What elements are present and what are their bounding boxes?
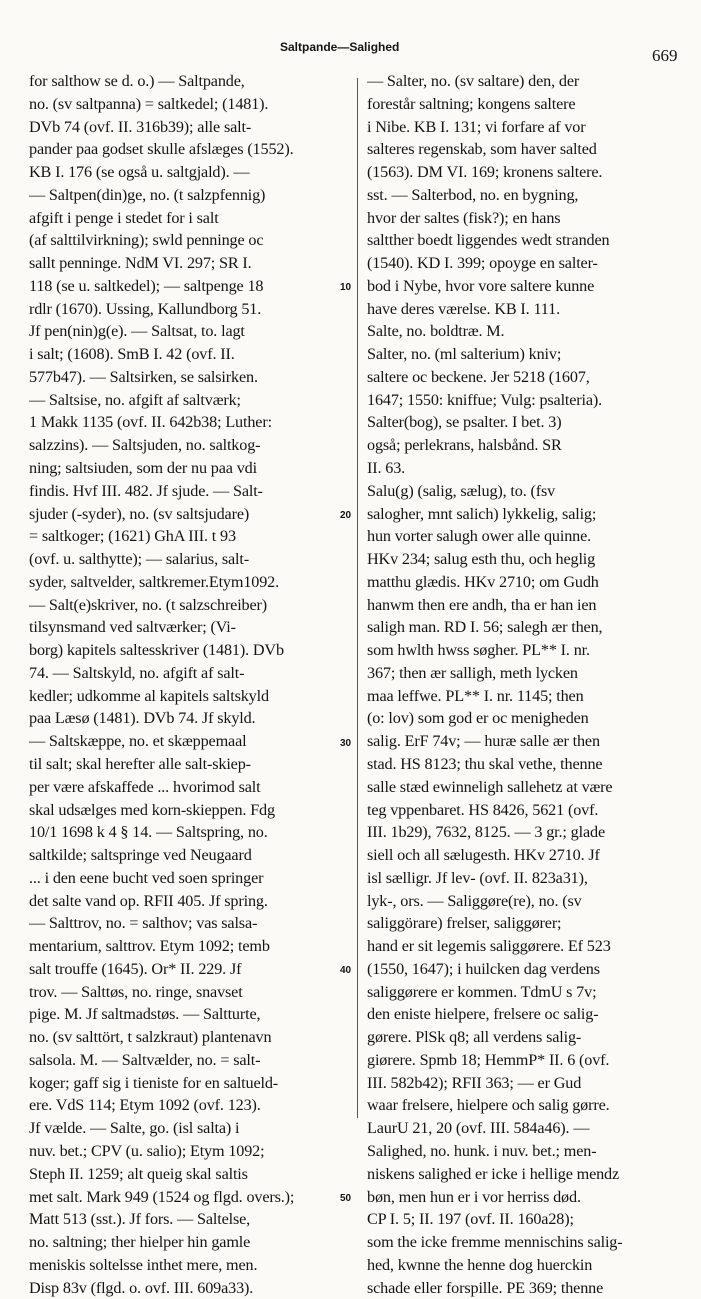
left-column-line: paa Læsø (1481). DVb 74. Jf skyld.	[29, 709, 256, 728]
right-column-line: stad. HS 8123; thu skal vethe, thenne	[367, 754, 603, 773]
left-column-line: — Salttrov, no. = salthov; vas salsa-	[29, 914, 258, 933]
right-column-line: som the icke fremme mennischins salig-	[367, 1233, 623, 1252]
right-column-line: som hwlth hwss søgher. PL** I. nr.	[367, 641, 590, 660]
right-column-line: III. 1b29), 7632, 8125. — 3 gr.; glade	[367, 823, 605, 842]
left-column-line: 577b47). — Saltsirken, se salsirken.	[29, 367, 258, 386]
left-column-line: (af salttilvirkning); swld penninge oc	[29, 231, 264, 250]
left-column-line: KB I. 176 (se også u. saltgjald). —	[29, 163, 250, 182]
margin-line-number: 40	[340, 965, 352, 977]
right-column-line: hanwm then ere andh, tha er han ien	[367, 595, 597, 614]
right-column-line: waar frelsere, hielpere och salig gørre.	[367, 1096, 610, 1115]
left-column-line: Disp 83v (flgd. o. ovf. III. 609a33).	[29, 1278, 254, 1297]
left-column-line: Matt 513 (sst.). Jf fors. — Saltelse,	[29, 1210, 251, 1229]
page-header	[0, 38, 701, 68]
right-column-line: saliggörare) frelser, saliggører;	[367, 914, 562, 933]
right-column-line: salteres regenskab, som haver salted	[367, 140, 597, 159]
left-column-line: ning; saltsiuden, som der nu paa vdi	[29, 459, 257, 478]
right-column-line: — Salter, no. (sv saltare) den, der	[367, 72, 580, 90]
left-column-line: tilsynsmand ved saltværker; (Vi-	[29, 618, 236, 637]
left-column-line: i salt; (1608). SmB I. 42 (ovf. II.	[29, 345, 235, 364]
left-column-line: Jf pen(nin)g(e). — Saltsat, to. lagt	[29, 322, 245, 341]
right-column-line: (o: lov) som god er oc menigheden	[367, 709, 589, 728]
left-column-line: det salte vand op. RFII 405. Jf spring.	[29, 891, 268, 910]
right-column-line: Salte, no. boldtræ. M.	[367, 322, 505, 341]
right-column-line: saliggørere er kommen. TdmU s 7v;	[367, 982, 597, 1001]
left-column-line: met salt. Mark 949 (1524 og flgd. overs.);	[29, 1187, 295, 1206]
left-column-line: borg) kapitels saltesskriver (1481). DVb	[29, 641, 284, 660]
left-column-line: nuv. bet.; CPV (u. salio); Etym 1092;	[29, 1141, 265, 1160]
page-number: 669	[652, 46, 678, 65]
right-column-line: Salu(g) (salig, sælug), to. (fsv	[367, 481, 556, 500]
left-column-line: salt trouffe (1645). Or* II. 229. Jf	[29, 959, 242, 978]
left-column-line: til salt; skal herefter alle salt-skiep-	[29, 754, 251, 773]
right-column-line: schade eller forspille. PE 369; thenne	[367, 1278, 604, 1297]
right-column-line: matthu glædis. HKv 2710; om Gudh	[367, 572, 599, 591]
right-column-line: (1540). KD I. 399; opoyge en salter-	[367, 254, 598, 273]
right-column-line: salig. ErF 74v; — huræ salle ær then	[367, 732, 600, 751]
left-column-line: 10/1 1698 k 4 § 14. — Saltspring, no.	[29, 823, 268, 842]
right-column-line: II. 63.	[367, 459, 406, 478]
left-column-line: — Salt(e)skriver, no. (t salzschreiber)	[29, 595, 268, 614]
right-column-line: også; perlekrans, halsbånd. SR	[367, 436, 562, 455]
left-column-line: kedler; udkomme al kapitels saltskyld	[29, 686, 269, 705]
right-column	[367, 70, 685, 1299]
right-column-line: niskens salighed er icke i hellige mendz	[367, 1164, 620, 1183]
running-head: Saltpande—Salighed	[280, 40, 400, 54]
right-column-line: gørere. PlSk q8; all verdens salig-	[367, 1028, 582, 1047]
right-column-line: HKv 234; salug esth thu, och heglig	[367, 550, 596, 569]
right-column-line: den eniste hielpere, frelsere oc salig-	[367, 1005, 599, 1024]
right-column-line: bøn, men hun er i vor herriss død.	[367, 1187, 581, 1206]
right-column-line: saligh man. RD I. 56; salegh ær then,	[367, 618, 603, 637]
left-column-line: no. saltning; ther hielper hin gamle	[29, 1233, 251, 1252]
right-column-line: saltere oc beckene. Jer 5218 (1607,	[367, 367, 590, 386]
left-column-line: pander paa godset skulle afslæges (1552).	[29, 140, 294, 159]
left-column-line: sallt penninge. NdM VI. 297; SR I.	[29, 254, 252, 273]
left-column-line: DVb 74 (ovf. II. 316b39); alle salt-	[29, 117, 252, 136]
left-column-line: — Saltpen(din)ge, no. (t salzpfennig)	[29, 185, 266, 204]
right-column-line: siell och all sælugesth. HKv 2710. Jf	[367, 846, 600, 865]
right-column-line: maa leffwe. PL** I. nr. 1145; then	[367, 686, 584, 705]
left-column-line: per være afskaffede ... hvorimod salt	[29, 777, 261, 796]
left-column-line: ere. VdS 114; Etym 1092 (ovf. 123).	[29, 1096, 261, 1115]
left-column-line: for salthow se d. o.) — Saltpande,	[29, 72, 245, 90]
left-column-line: no. (sv saltpanna) = saltkedel; (1481).	[29, 94, 269, 113]
left-column-line: syder, saltvelder, saltkremer.Etym1092.	[29, 572, 279, 591]
right-column-line: teg vppenbaret. HS 8426, 5621 (ovf.	[367, 800, 599, 819]
left-column-line: findis. Hvf III. 482. Jf sjude. — Salt-	[29, 481, 263, 500]
margin-line-number: 20	[340, 509, 352, 521]
right-column-line: CP I. 5; II. 197 (ovf. II. 160a28);	[367, 1210, 574, 1229]
right-column-line: giørere. Spmb 18; HemmP* II. 6 (ovf.	[367, 1050, 610, 1069]
right-column-line: Salter(bog), se psalter. I bet. 3)	[367, 413, 562, 432]
right-column-line: LaurU 21, 20 (ovf. III. 584a46). —	[367, 1119, 590, 1138]
right-column-line: hun vorter salugh ower alle quinne.	[367, 527, 592, 546]
left-column-line: mentarium, salttrov. Etym 1092; temb	[29, 937, 270, 956]
left-column-line: saltkilde; saltspringe ved Neugaard	[29, 846, 252, 865]
left-column-line: = saltkoger; (1621) GhA III. t 93	[29, 527, 236, 546]
right-column-line: (1550, 1647); i huilcken dag verdens	[367, 959, 600, 978]
left-column-line: Steph II. 1259; alt queig skal saltis	[29, 1164, 248, 1183]
left-column-line: salsola. M. — Saltvælder, no. = salt-	[29, 1050, 261, 1069]
right-column-line: isl sælligr. Jf lev- (ovf. II. 823a31),	[367, 868, 588, 887]
right-column-line: forestår saltning; kongens saltere	[367, 94, 576, 113]
column-divider	[357, 78, 358, 1118]
right-column-line: bod i Nybe, hvor vore saltere kunne	[367, 276, 595, 295]
left-column-line: Jf vælde. — Salte, go. (isl salta) i	[29, 1119, 240, 1138]
left-column-line: 74. — Saltskyld, no. afgift af salt-	[29, 663, 245, 682]
left-column	[29, 70, 329, 1299]
left-column-line: salzzins). — Saltsjuden, no. saltkog-	[29, 436, 261, 455]
left-column-line: ... i den eene bucht ved soen springer	[29, 868, 264, 887]
margin-line-number: 10	[340, 282, 352, 294]
left-column-line: (ovf. u. salthytte); — salarius, salt-	[29, 550, 249, 569]
right-column-line: salogher, mnt salich) lykkelig, salig;	[367, 504, 597, 523]
left-column-line: no. (sv salttört, t salzkraut) plantenavn	[29, 1028, 272, 1047]
right-column-line: 1647; 1550: kniffue; Vulg: psalteria).	[367, 390, 603, 409]
left-column-line: meniskis soltelsse inthet mere, men.	[29, 1255, 258, 1274]
left-column-line: — Saltskæppe, no. et skæppemaal	[29, 732, 247, 751]
left-column-line: afgift i penge i stedet for i salt	[29, 208, 219, 227]
left-column-line: koger; gaff sig i tieniste for en saltueld-	[29, 1073, 279, 1092]
right-column-line: have deres værelse. KB I. 111.	[367, 299, 560, 318]
left-column-line: sjuder (-syder), no. (sv saltsjudare)	[29, 504, 250, 523]
left-column-line: pige. M. Jf saltmadstøs. — Saltturte,	[29, 1005, 261, 1024]
left-column-line: 1 Makk 1135 (ovf. II. 642b38; Luther:	[29, 413, 272, 432]
right-column-line: i Nibe. KB I. 131; vi forfare af vor	[367, 117, 586, 136]
margin-line-number: 30	[340, 737, 352, 749]
right-column-line: hand er sit legemis saliggørere. Ef 523	[367, 937, 611, 956]
right-column-line: (1563). DM VI. 169; kronens saltere.	[367, 163, 603, 182]
right-column-line: 367; then ær salligh, meth lycken	[367, 663, 578, 682]
right-column-line: lyk-, ors. — Saliggøre(re), no. (sv	[367, 891, 582, 910]
left-column-line: — Saltsise, no. afgift af saltværk;	[29, 390, 241, 409]
right-column-line: Salter, no. (ml salterium) kniv;	[367, 345, 562, 364]
right-column-line: III. 582b42); RFII 363; — er Gud	[367, 1073, 582, 1092]
left-column-line: skal udsælges med korn-skieppen. Fdg	[29, 800, 275, 819]
left-column-line: trov. — Salttøs, no. ringe, snavset	[29, 982, 243, 1001]
right-column-line: salle stæd ewinneligh sallehetz at være	[367, 777, 613, 796]
left-column-line: 118 (se u. saltkedel); — saltpenge 18	[29, 276, 264, 295]
margin-line-number: 50	[340, 1193, 352, 1205]
right-column-line: hvor der saltes (fisk?); en hans	[367, 208, 561, 227]
right-column-line: Salighed, no. hunk. i nuv. bet.; men-	[367, 1141, 597, 1160]
right-column-line: saltther boedt liggendes wedt stranden	[367, 231, 610, 250]
left-column-line: rdlr (1670). Ussing, Kallundborg 51.	[29, 299, 262, 318]
right-column-line: sst. — Salterbod, no. en bygning,	[367, 185, 579, 204]
right-column-line: hed, kwnne the henne dog huerckin	[367, 1255, 593, 1274]
